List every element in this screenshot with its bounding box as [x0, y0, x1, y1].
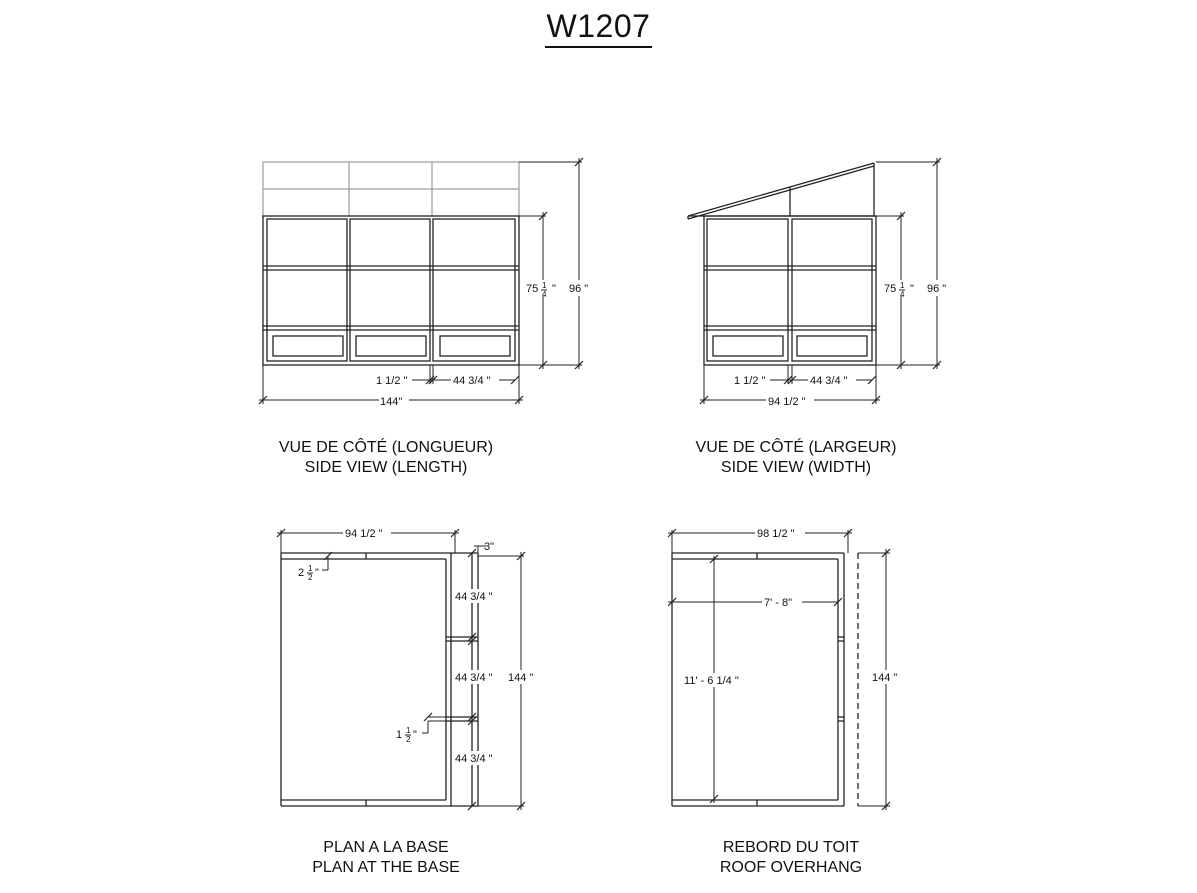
caption-en: SIDE VIEW (WIDTH) [720, 459, 872, 476]
caption-fr: VUE DE CÔTÉ (LONGUEUR) [278, 439, 494, 456]
overall-width-label: 94 1/2 " [768, 396, 806, 408]
caption-side-length [206, 438, 566, 478]
roof-width-label: 98 1/2 " [757, 528, 795, 540]
panel-2-label: 44 3/4 " [455, 672, 493, 684]
base-plan [277, 526, 542, 810]
roof-overhang [668, 526, 906, 810]
corner-label: 2 [298, 567, 305, 579]
inch-mark: " [413, 729, 417, 741]
post-label: 1 [396, 729, 403, 741]
caption-roof-overhang [611, 838, 971, 878]
fraction-den: 4 [900, 290, 905, 299]
caption-fr: REBORD DU TOIT [722, 839, 860, 856]
fraction-den: 2 [406, 735, 411, 744]
base-length-label: 144 " [508, 672, 534, 684]
base-width-label: 94 1/2 " [345, 528, 383, 540]
fraction-num: 1 [542, 281, 547, 290]
wall-height-label: 75 [884, 283, 897, 295]
caption-en: PLAN AT THE BASE [312, 859, 460, 876]
caption-side-width [616, 438, 976, 478]
total-height-label: 96 " [927, 283, 947, 295]
fraction-den: 4 [542, 290, 547, 299]
total-height-label: 96 " [569, 283, 589, 295]
caption-en: SIDE VIEW (LENGTH) [304, 459, 468, 476]
side-view-width [688, 158, 952, 408]
fraction-num: 1 [900, 281, 905, 290]
panel-3-label: 44 3/4 " [455, 753, 493, 765]
fraction-num: 1 [406, 726, 411, 735]
side-view-length [259, 158, 594, 408]
panel-width-label: 44 3/4 " [810, 375, 848, 387]
offset-label: 3" [484, 541, 495, 553]
post-width-label: 1 1/2 " [376, 375, 408, 387]
roof-inner-length-label: 11' - 6 1/4 " [684, 675, 739, 687]
post-width-label: 1 1/2 " [734, 375, 766, 387]
caption-fr: VUE DE CÔTÉ (LARGEUR) [695, 439, 897, 456]
wall-height-label: 75 [526, 283, 539, 295]
caption-base-plan [206, 838, 566, 878]
fraction-den: 2 [308, 573, 313, 582]
roof-length-label: 144 " [872, 672, 898, 684]
drawing-title: W1207 [0, 8, 1197, 45]
inch-mark: " [552, 283, 556, 295]
fraction-num: 1 [308, 564, 313, 573]
panel-width-label: 44 3/4 " [453, 375, 491, 387]
caption-en: ROOF OVERHANG [719, 859, 863, 876]
caption-fr: PLAN A LA BASE [323, 839, 449, 856]
overall-length-label: 144" [380, 396, 403, 408]
inch-mark: " [315, 567, 319, 579]
inch-mark: " [910, 283, 914, 295]
panel-1-label: 44 3/4 " [455, 591, 493, 603]
roof-inner-width-label: 7' - 8" [764, 597, 793, 609]
